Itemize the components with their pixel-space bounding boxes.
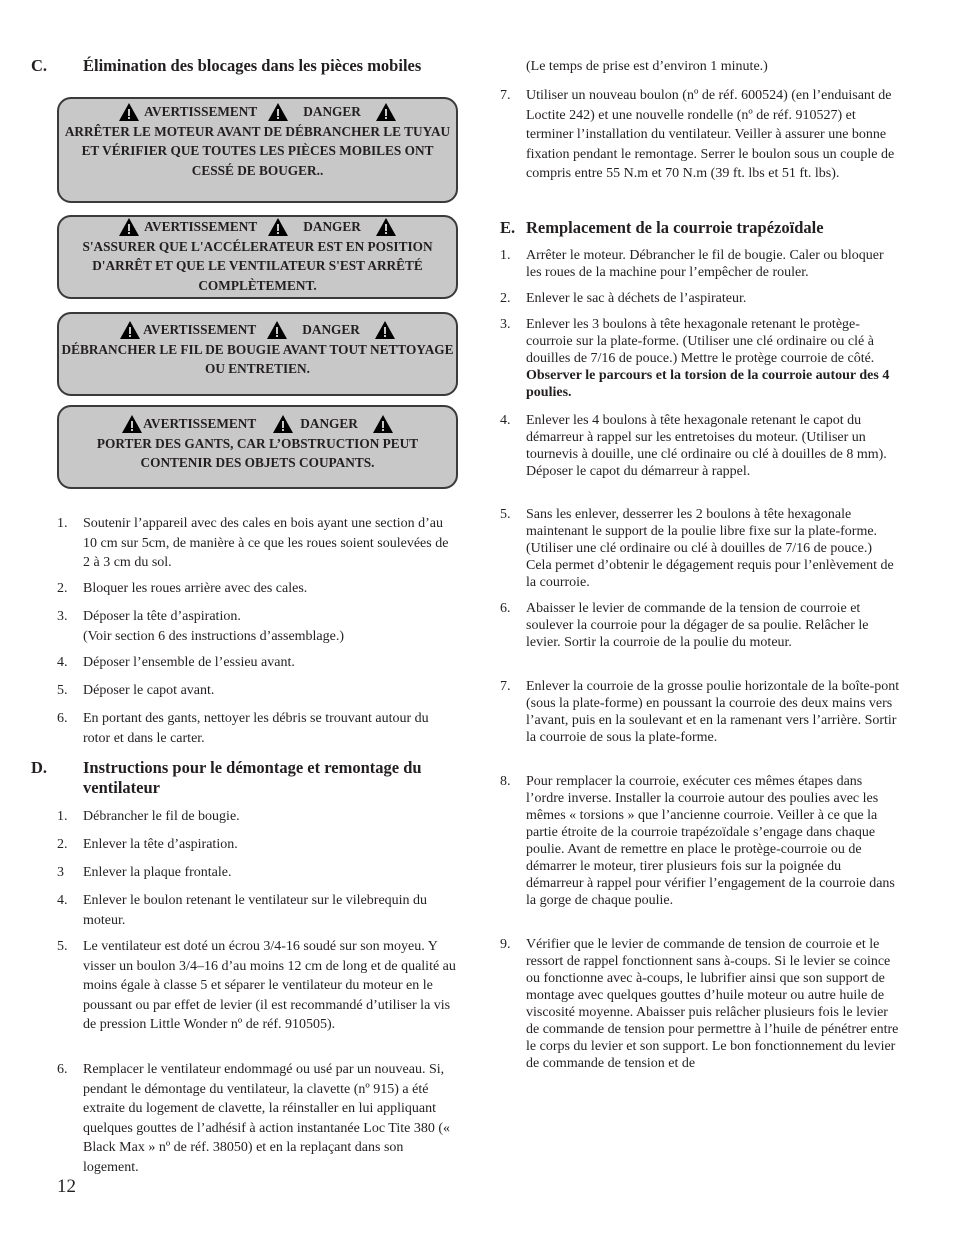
step-note: (Voir section 6 des instructions d’assemblage.) <box>83 628 345 644</box>
step-text: Bloquer les roues arrière avec des cales. <box>83 581 308 596</box>
section-e-label: E. <box>500 218 516 237</box>
list-item <box>57 1060 457 1177</box>
step-text: Soutenir l’appareil avec des cales en bois ayant une section d’au 10 cm sur 5cm, de manière à ce que les roues soient soulevées de 2 à 3 cm du sol. <box>83 516 449 570</box>
warning-text: DÉBRANCHER LE FIL DE BOUGIE AVANT TOUT NETTOYAGE OU ENTRETIEN. <box>61 342 454 377</box>
step-text: Utiliser un nouveau boulon (nº de réf. 600524) (en l’enduisant de Loctite 242) et une nouvelle rondelle (nº de réf. 910527) et terminer l’installation du ventilateur. Veiller à assurer une bonne fixation pendant le remontage. Serrer le boulon sous un couple de compris entre 55 N.m et 70 N.m (39 ft. lbs et 51 ft. lbs). <box>526 88 895 181</box>
warning-header <box>59 217 456 237</box>
avertissement-label: AVERTISSEMENT <box>144 219 258 235</box>
avertissement-label: AVERTISSEMENT <box>144 104 258 120</box>
section-d-title: Instructions pour le démontage et remontage du ventilateur <box>83 758 422 797</box>
step-number: 6. <box>500 601 511 616</box>
step-number: 1. <box>57 516 68 531</box>
list-item <box>57 891 457 930</box>
list-item <box>57 653 457 673</box>
step-text: Arrêter le moteur. Débrancher le fil de bougie. Caler ou bloquer les roues de la machine pour l’empêcher de rouler. <box>526 248 884 280</box>
warning-box-4 <box>57 405 458 489</box>
step-number: 2. <box>500 291 511 306</box>
section-d-label: D. <box>31 758 48 777</box>
list-item <box>57 607 457 646</box>
section-c-heading <box>31 56 483 76</box>
step-text: Vérifier que le levier de commande de tension de courroie et le ressort de rappel fonctionnent sans à-coups. Si le levier se coince ou fonctionne avec à-coups, le lubrifier ainsi que son support de montage avec quelques gouttes d’huile moteur ou autre huile de viscosité moyenne. Abaisser puis relâcher plusieurs fois le levier de commande de tension pour permettre à l’huile de pénétrer entre le corps du levier et son support. Le bon fonctionnement du levier de commande de tension et de <box>526 937 899 1071</box>
warning-text: ARRÊTER LE MOTEUR AVANT DE DÉBRANCHER LE TUYAU ET VÉRIFIER QUE TOUTES LES PIÈCES MOBILES ONT CESSÉ DE BOUGER.. <box>64 124 451 178</box>
step-text: Enlever la courroie de la grosse poulie horizontale de la boîte-pont (sous la plate-forme) en poussant la courroie des deux mains vers l’avant, puis en la soulevant et en la ramenant vers l’arrière. Sortir la courroie de sous la plate-forme. <box>526 679 900 745</box>
step-number: 3 <box>57 865 64 880</box>
step-number: 4. <box>500 413 511 428</box>
warning-triangle-icon <box>374 320 396 340</box>
section-e-heading <box>500 218 900 238</box>
warning-triangle-icon <box>375 102 397 122</box>
list-item <box>57 835 457 855</box>
list-item <box>500 773 900 909</box>
step-number: 7. <box>500 679 511 694</box>
continued-note: (Le temps de prise est d’environ 1 minute.) <box>526 59 768 74</box>
avertissement-label: AVERTISSEMENT <box>143 416 257 432</box>
warning-header <box>59 320 456 340</box>
list-item <box>500 600 900 651</box>
step-text <box>526 316 900 401</box>
warning-triangle-icon <box>118 102 140 122</box>
list-item <box>57 709 457 748</box>
warning-triangle-icon <box>119 320 141 340</box>
warning-triangle-icon <box>372 414 394 434</box>
page-number: 12 <box>57 1176 76 1197</box>
section-e-title: Remplacement de la courroie trapézoïdale <box>526 218 824 237</box>
step-number: 1. <box>500 248 511 263</box>
warning-box-2 <box>57 215 458 299</box>
step-text: Enlever la tête d’aspiration. <box>83 837 238 852</box>
section-c-label: C. <box>31 56 48 75</box>
warning-triangle-icon <box>266 320 288 340</box>
danger-label: DANGER <box>300 416 358 432</box>
list-item <box>500 57 900 77</box>
section-c-title: Élimination des blocages dans les pièces mobiles <box>83 56 422 75</box>
list-item <box>500 678 900 746</box>
list-item <box>57 579 457 599</box>
step-number: 2. <box>57 581 68 596</box>
step-number-spacer <box>500 57 526 77</box>
step-number: 4. <box>57 893 68 908</box>
warning-box-1 <box>57 97 458 203</box>
step-text: Enlever le boulon retenant le ventilateur sur le vilebrequin du moteur. <box>83 893 428 928</box>
danger-label: DANGER <box>303 219 361 235</box>
step-number: 7. <box>500 88 511 103</box>
step-text: Déposer le capot avant. <box>83 683 215 698</box>
list-item <box>57 681 457 701</box>
step-number: 5. <box>500 507 511 522</box>
list-item <box>57 514 457 573</box>
step-emphasis: Observer le parcours et la torsion de la courroie autour des 4 poulies. <box>526 368 890 400</box>
step-number: 3. <box>57 609 68 624</box>
list-item <box>57 863 457 883</box>
warning-header <box>59 102 456 122</box>
step-number: 5. <box>57 939 68 954</box>
warning-box-3 <box>57 312 458 396</box>
step-text: Remplacer le ventilateur endommagé ou usé par un nouveau. Si, pendant le démontage du ventilateur, la clavette (nº 915) a été extraite du logement de clavette, la réinstaller en lui appliquant quelques gouttes de l’adhésif à action instantanée Loc Tite 380 (« Black Max » nº de réf. 38050) et en la replaçant dans son logement. <box>83 1062 451 1175</box>
step-text: Pour remplacer la courroie, exécuter ces mêmes étapes dans l’ordre inverse. Installer la courroie autour des poulies avec les mêmes « torsions » que l’ancienne courroie. Veiller à ce que la partie étroite de la courroie trapézoïdale s’engage dans chaque poulie. Avant de remettre en place le protège-courroie ou de démarrer le moteur, tirer plusieurs fois sur la poignée du démarreur à rappel pour vérifier l’engagement de la courroie dans la gorge de chaque poulie. <box>526 774 895 908</box>
step-text: Enlever la plaque frontale. <box>83 865 232 880</box>
step-text: Enlever les 4 boulons à tête hexagonale retenant le capot du démarreur à rappel sur les entretoises du moteur. (Utiliser un tournevis à douille, une clé ordinaire ou clé à douilles de 8 mm). Déposer le capot du démarreur à rappel. <box>526 413 887 479</box>
warning-triangle-icon <box>121 414 143 434</box>
step-number: 9. <box>500 937 511 952</box>
step-text: Le ventilateur est doté un écrou 3/4-16 soudé sur son moyeu. Y visser un boulon 3/4–16 d’au moins 12 cm de long et de qualité au moins égale à classe 5 et séparer le ventilateur du moteur en le poussant ou par effet de levier (il est recommandé d’utiliser la vis de pression Little Wonder nº de réf. 910505). <box>83 939 456 1032</box>
step-text: Déposer l’ensemble de l’essieu avant. <box>83 655 295 670</box>
list-item <box>500 316 900 401</box>
warning-triangle-icon <box>375 217 397 237</box>
list-item <box>500 936 900 1072</box>
list-item <box>57 807 457 827</box>
step-text: Débrancher le fil de bougie. <box>83 809 240 824</box>
step-text: En portant des gants, nettoyer les débris se trouvant autour du rotor et dans le carter. <box>83 711 429 746</box>
list-item <box>500 86 900 184</box>
list-item <box>500 247 900 281</box>
step-number: 4. <box>57 655 68 670</box>
warning-text: S'ASSURER QUE L'ACCÉLERATEUR EST EN POSITION D'ARRÊT ET QUE LE VENTILATEUR S'EST ARRÊTÉ COMPLÈTEMENT. <box>82 239 433 293</box>
step-number: 8. <box>500 774 511 789</box>
step-text: Sans les enlever, desserrer les 2 boulons à tête hexagonale maintenant le support de la poulie libre fixe sur la plate-forme. (Utiliser une clé ordinaire ou clé à douilles de 7/16 de pouce.) Cela permet d’obtenir le dégagement requis pour l’enlèvement de la courroie. <box>526 507 894 590</box>
step-text: Enlever le sac à déchets de l’aspirateur. <box>526 291 747 306</box>
warning-triangle-icon <box>118 217 140 237</box>
list-item <box>500 290 900 307</box>
warning-triangle-icon <box>272 414 294 434</box>
warning-header <box>59 414 456 434</box>
step-body: Enlever les 3 boulons à tête hexagonale retenant le protège-courroie sur la plate-forme. (Utiliser une clé ordinaire ou clé à douilles de 7/16 de pouce.) Mettre le protège courroie de côté. <box>526 317 875 366</box>
warning-triangle-icon <box>267 102 289 122</box>
step-text: Abaisser le levier de commande de la tension de courroie et soulever la courroie pour la dégager de sa poulie. Relâcher le levier. Sortir la courroie de la poulie du moteur. <box>526 601 869 650</box>
step-text <box>83 607 457 646</box>
avertissement-label: AVERTISSEMENT <box>143 322 257 338</box>
step-number: 2. <box>57 837 68 852</box>
list-item <box>500 412 900 480</box>
warning-text: PORTER DES GANTS, CAR L’OBSTRUCTION PEUT CONTENIR DES OBJETS COUPANTS. <box>96 436 419 471</box>
danger-label: DANGER <box>303 104 361 120</box>
list-item <box>57 937 457 1035</box>
danger-label: DANGER <box>302 322 360 338</box>
list-item <box>500 506 900 591</box>
section-d-heading <box>31 758 483 798</box>
warning-triangle-icon <box>267 217 289 237</box>
step-number: 6. <box>57 711 68 726</box>
step-number: 3. <box>500 317 511 332</box>
step-number: 5. <box>57 683 68 698</box>
step-number: 6. <box>57 1062 68 1077</box>
step-line: Déposer la tête d’aspiration. <box>83 609 241 624</box>
step-number: 1. <box>57 809 68 824</box>
